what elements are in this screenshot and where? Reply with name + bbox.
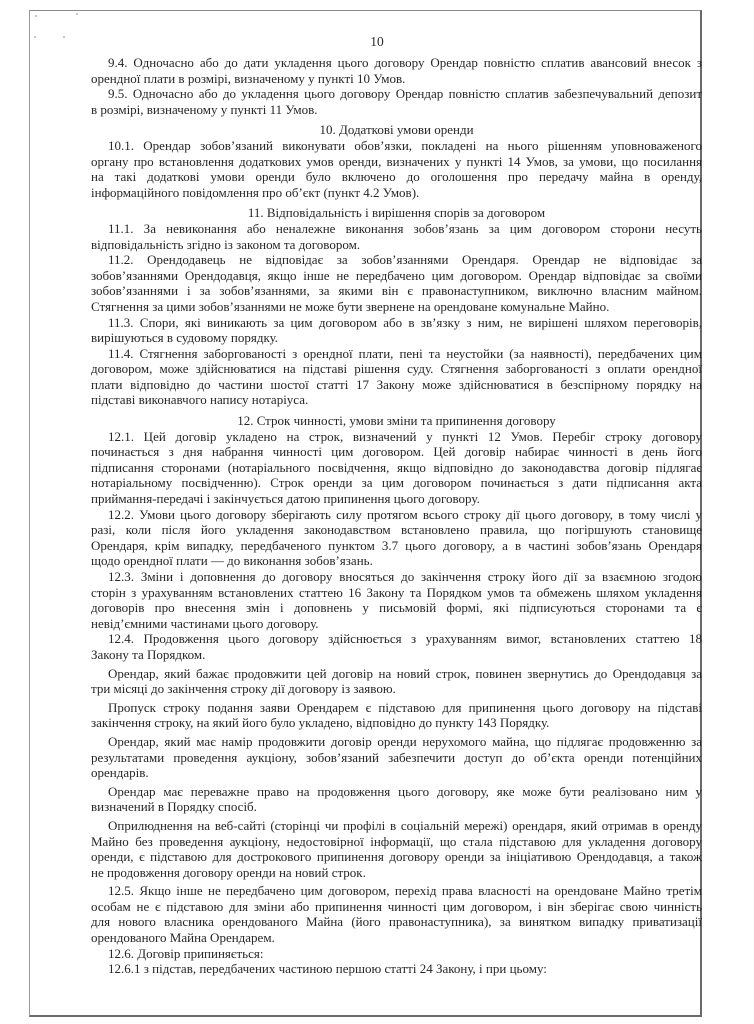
paragraph — [91, 507, 702, 569]
paragraph — [91, 961, 702, 977]
text-line: разі, коли після його укладення законодавством встановлено правила, що погіршують становище — [91, 522, 702, 538]
document-body — [91, 55, 702, 977]
text-line: договором, може здійснюватися на підставі рішення суду. Стягнення заборгованості з оплати орендної — [91, 361, 702, 377]
text-line: 11.3. Спори, які виникають за цим договором або в звʼязку з ним, не вирішені шляхом переговорів, — [108, 314, 702, 330]
text-line: договорів про внесення змін і доповнень у письмовій формі, які підписуються сторонами та є — [91, 600, 702, 616]
section-heading: 12. Строк чинності, умови зміни та припинення договору — [237, 413, 556, 429]
paragraph — [91, 700, 702, 731]
paragraph — [91, 631, 702, 662]
text-line: нотаріальному посвідченню). Строк оренди за цим договором починається з дати підписання акта — [91, 475, 702, 491]
text-line: орендної плати в розмірі, визначеному у пункті 10 Умов. — [91, 70, 406, 86]
paragraph — [91, 666, 702, 697]
text-line: оренди, є підставою для дострокового припинення договору оренди за ініціативою Орендодавця, а також — [91, 849, 702, 865]
page-number: 10 — [370, 34, 384, 49]
text-line: плати відповідно до частини шостої статті 17 Закону може здійснюватися в безспірному порядку на — [91, 376, 702, 392]
text-line: приймання-передачі і закінчується датою припинення цього договору. — [91, 491, 480, 507]
text-line: визначений в Порядку спосіб. — [91, 799, 257, 815]
text-line: особам не є підставою для зміни або припинення чинності цим договором, і він зберігає свою чинність — [91, 898, 702, 914]
text-line: починається з дня набрання чинності цим договором. Цей договір набирає чинності в день його — [91, 444, 702, 460]
paragraph — [91, 346, 702, 408]
text-line: підписання сторонами (нотаріального посвідчення, якщо відповідно до законодавства договір підлягає — [91, 459, 702, 475]
section-heading: 11. Відповідальність і вирішення спорів за договором — [247, 205, 546, 221]
scan-speck — [35, 15, 37, 17]
paragraph — [91, 429, 702, 507]
text-line: органу про встановлення додаткових умов оренди, визначених у пункті 14 Умов, за умови, що посилання — [91, 153, 702, 169]
text-line: 12.1. Цей договір укладено на строк, визначений у пункті 12 Умов. Перебіг строку договору — [108, 428, 702, 444]
text-line: Закону та Порядком. — [91, 646, 206, 662]
text-line: вирішуються в судовому порядку. — [91, 330, 279, 346]
paragraph — [91, 569, 702, 631]
text-line: 12.4. Продовження цього договору здійснюється з урахуванням вимог, встановлених статтею 18 — [108, 631, 702, 647]
text-line: 12.3. Зміни і доповнення до договору вносяться до закінчення строку його дії за взаємною згодою — [108, 569, 702, 584]
paragraph — [91, 818, 702, 880]
text-line: на такі додаткові умови оренди було включено до оголошення про передачу майна в оренду, — [91, 169, 702, 185]
text-line: Орендар, який має намір продовжити договір оренди нерухомого майна, що підлягає продовженню за — [108, 733, 702, 749]
text-line: підставі виконавчого напису нотаріуса. — [91, 392, 309, 408]
text-line: інформаційного повідомлення про обʼєкт (пункт 4.2 Умов). — [91, 184, 420, 200]
text-line: 11.4. Стягнення заборгованості з орендної плати, пені та неустойки (за наявності), передбачених цим — [108, 345, 702, 361]
text-line: Пропуск строку подання заяви Орендарем є підставою для припинення цього договору на підставі — [108, 699, 702, 715]
paragraph — [91, 315, 702, 346]
text-line: 11.2. Орендодавець не відповідає за зобовʼязаннями Орендаря. Орендар не відповідає за — [108, 252, 702, 268]
paragraph — [91, 86, 702, 117]
text-line: не продовження договору оренди на новий строк. — [91, 864, 366, 880]
paragraph — [91, 946, 702, 962]
text-line: 9.4. Одночасно або до дати укладення цього договору Орендар повністю сплатив авансовий внесок з — [108, 55, 702, 70]
text-line: 9.5. Одночасно або до укладення цього договору Орендар повністю сплатив забезпечувальний депозит — [108, 86, 702, 102]
paragraph — [91, 55, 702, 86]
text-line: 12.6. Договір припиняється: — [108, 945, 264, 961]
paragraph — [91, 784, 702, 815]
scan-speck — [76, 13, 78, 15]
paragraph — [91, 252, 702, 314]
paragraph — [91, 883, 702, 945]
text-line: Орендар має переважне право на продовження цього договору, яке може бути реалізовано ним у — [108, 783, 702, 799]
text-line: результатами проведення аукціону, зобовʼязаний забезпечити доступ до обʼєкта оренди потенційних — [91, 749, 702, 765]
text-line: 10.1. Орендар зобовʼязаний виконувати обовʼязки, покладені на нього рішенням уповноваженого — [108, 137, 702, 153]
text-line: закінчення строку, на який його було укладено, відповідно до пункту 143 Порядку. — [91, 715, 550, 731]
text-line: невідʼємними частинами цього договору. — [91, 615, 319, 631]
paragraph — [91, 221, 702, 252]
text-line: Майно без проведення аукціону, недостовірної інформації, що стала підставою для укладення договору — [91, 833, 702, 849]
text-line: щодо орендної плати — до виконання зобовʼязань. — [91, 553, 373, 569]
text-line: Орендар, який бажає продовжити цей договір на новий строк, повинен звернутись до Орендодавця за — [108, 665, 702, 681]
text-line: 12.2. Умови цього договору зберігають силу протягом всього строку дії цього договору, в тому числі у — [108, 506, 702, 522]
paragraph — [91, 138, 702, 200]
text-line: 12.5. Якщо інше не передбачено цим договором, перехід права власності на орендоване Майно третім — [108, 883, 702, 899]
text-line: орендарів. — [91, 765, 149, 781]
text-line: зобовʼязаннями Орендодавця, якщо інше не передбачено цим договором. Орендар відповідає за своїми — [91, 267, 702, 283]
text-line: 12.6.1 з підстав, передбачених частиною першою статті 24 Закону, і при цьому: — [108, 961, 547, 977]
text-line: Стягнення за цими зобовʼязаннями не може бути звернене на орендоване комунальне Майно. — [91, 298, 610, 314]
text-line: відповідальність згідно із законом та договором. — [91, 236, 361, 252]
text-line: три місяці до закінчення строку дії договору із заявою. — [91, 681, 396, 697]
text-line: сторін з урахуванням встановлених статтею 16 Закону та Порядком умов та обмежень шляхом укладення — [91, 584, 702, 600]
paragraph — [91, 734, 702, 781]
text-line: зобовʼязаннями і за зобовʼязаннями, за якими він є правонаступником, виключно власним майном. — [91, 283, 702, 299]
text-line: 11.1. За невиконання або неналежне виконання зобовʼязань за цим договором сторони несуть — [108, 220, 702, 236]
text-line: в розмірі, визначеному у пункті 11 Умов. — [91, 101, 318, 117]
text-line: Орендаря, крім випадку, передбаченого пунктом 3.7 цього договору, а в частині зобовʼязань Орендаря — [91, 537, 702, 553]
text-line: Оприлюднення на веб-сайті (сторінці чи профілі в соціальній мережі) орендаря, який отримав в оренду — [108, 817, 702, 833]
text-line: орендованого Майна Орендарем. — [91, 930, 275, 946]
text-line: для нового власника орендованого Майна (його правонаступника), за винятком випадку приватизації — [91, 914, 702, 930]
section-heading: 10. Додаткові умови оренди — [319, 122, 474, 138]
